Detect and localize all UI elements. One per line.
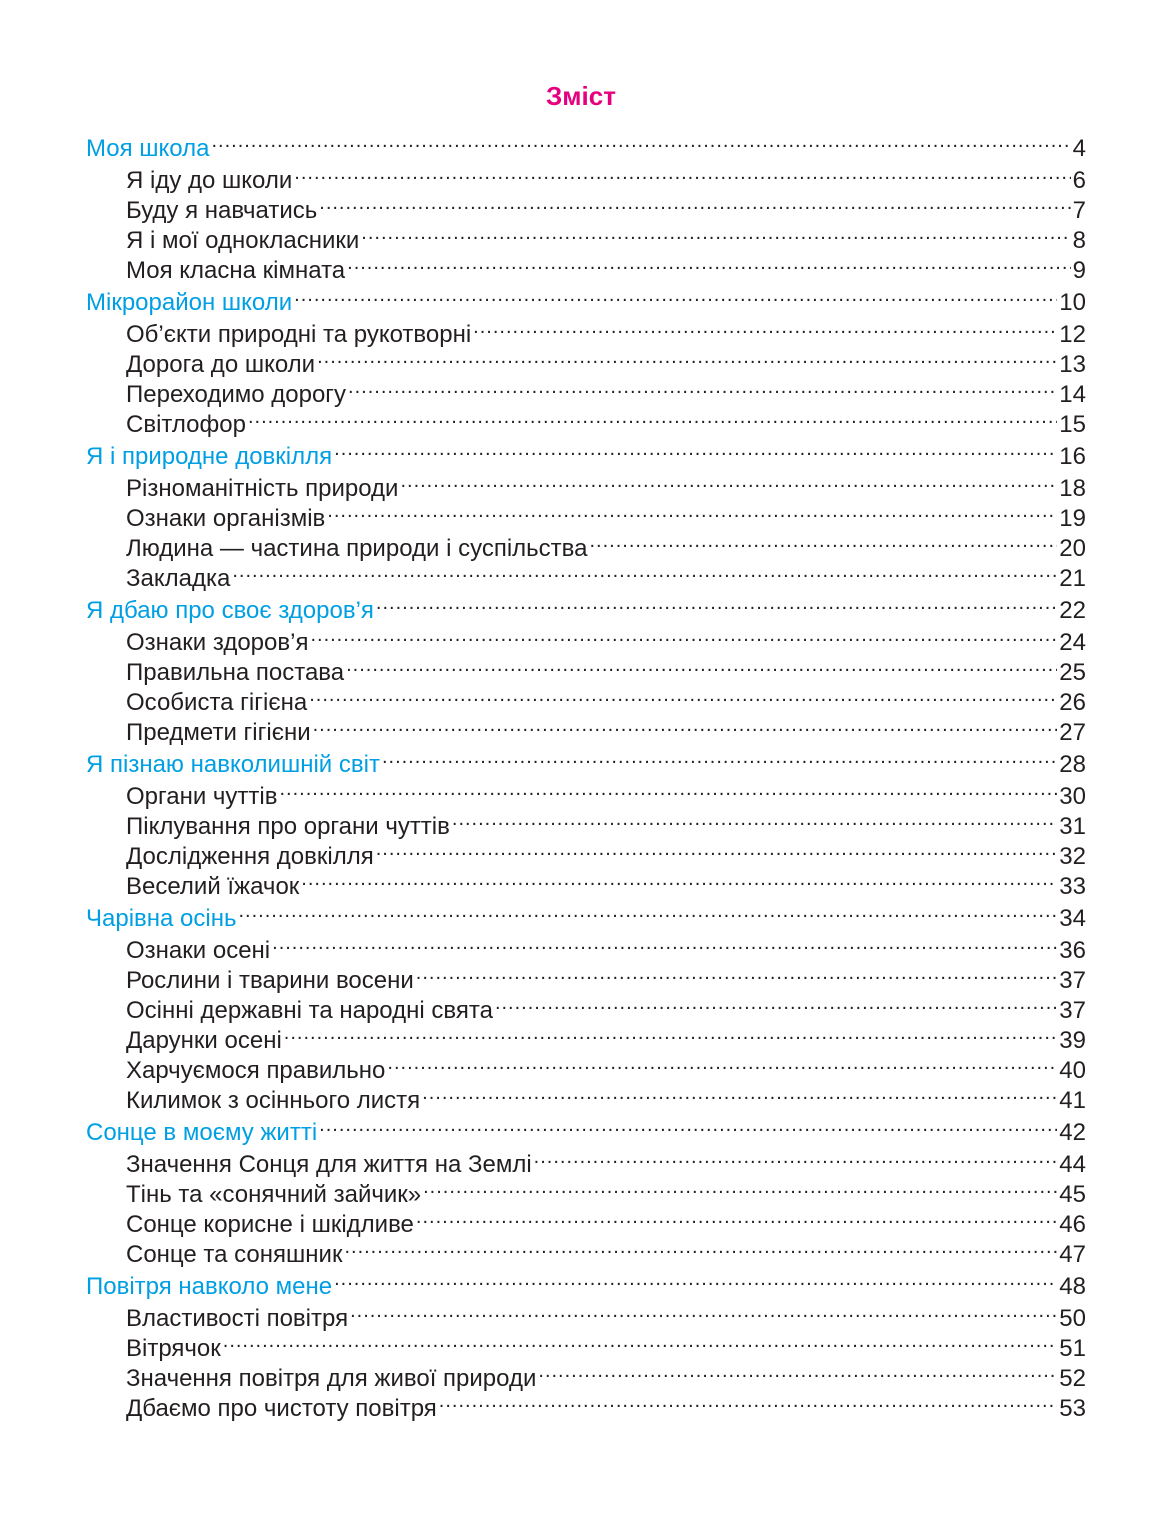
toc-page-number: 19 <box>1059 505 1086 532</box>
dot-leader <box>589 526 1057 556</box>
toc-page-number: 8 <box>1072 227 1086 254</box>
dot-leader <box>495 988 1057 1018</box>
toc-page-number: 36 <box>1059 937 1086 964</box>
toc-entry-label: Дослідження довкілля <box>126 843 374 870</box>
dot-leader <box>294 158 1070 188</box>
toc-entry-label: Дорога до школи <box>126 351 316 378</box>
toc-page-number: 16 <box>1059 443 1086 470</box>
dot-leader <box>416 958 1058 988</box>
toc-entry-label: Предмети гігієни <box>126 719 311 746</box>
toc-page-number: 6 <box>1072 167 1086 194</box>
dot-leader <box>310 620 1057 650</box>
toc-page-number: 31 <box>1059 813 1086 840</box>
toc-entry-label: Сонце в моєму житті <box>86 1119 318 1146</box>
toc-page-number: 53 <box>1059 1395 1086 1422</box>
toc-section <box>86 280 1086 438</box>
dot-leader <box>346 650 1057 680</box>
toc-page-number: 33 <box>1059 873 1086 900</box>
toc-entry-label: Харчуємося правильно <box>126 1057 386 1084</box>
toc-page-number: 48 <box>1059 1273 1086 1300</box>
toc-entry-label: Значення Сонця для життя на Землі <box>126 1151 532 1178</box>
toc-entry-label: Я іду до школи <box>126 167 293 194</box>
toc-section <box>86 126 1086 284</box>
toc-item[interactable] <box>86 158 1086 194</box>
toc-entry-label: Органи чуттів <box>126 783 278 810</box>
toc-entry-label: Веселий їжачок <box>126 873 300 900</box>
toc-page-number: 40 <box>1059 1057 1086 1084</box>
toc-section <box>86 742 1086 900</box>
toc-section <box>86 896 1086 1114</box>
dot-leader <box>313 710 1058 740</box>
toc-entry-label: Я і природне довкілля <box>86 443 333 470</box>
toc-item[interactable] <box>86 1356 1086 1392</box>
toc-page-number: 30 <box>1059 783 1086 810</box>
table-of-contents <box>86 124 1086 1422</box>
toc-entry-label: Чарівна осінь <box>86 905 237 932</box>
toc-page-number: 46 <box>1059 1211 1086 1238</box>
toc-page-number: 15 <box>1059 411 1086 438</box>
toc-entry-label: Мікрорайон школи <box>86 289 293 316</box>
toc-entry-label: Людина — частина природи і суспільства <box>126 535 588 562</box>
dot-leader <box>284 1018 1058 1048</box>
dot-leader <box>309 680 1057 710</box>
toc-item[interactable] <box>86 1326 1086 1362</box>
toc-entry-label: Килимок з осіннього листя <box>126 1087 421 1114</box>
dot-leader <box>334 434 1057 464</box>
toc-page-number: 10 <box>1059 289 1086 316</box>
toc-entry-label: Буду я навчатись <box>126 197 318 224</box>
toc-entry-label: Я пізнаю навколишній світ <box>86 751 380 778</box>
dot-leader <box>439 1386 1058 1416</box>
toc-page-number: 4 <box>1072 135 1086 162</box>
toc-page-number: 39 <box>1059 1027 1086 1054</box>
dot-leader <box>248 402 1057 432</box>
toc-entry-label: Повітря навколо мене <box>86 1273 333 1300</box>
toc-entry-label: Сонце корисне і шкідливе <box>126 1211 414 1238</box>
toc-page-number: 37 <box>1059 967 1086 994</box>
dot-leader <box>327 496 1057 526</box>
toc-page-number: 32 <box>1059 843 1086 870</box>
toc-page-number: 25 <box>1059 659 1086 686</box>
toc-page-number: 26 <box>1059 689 1086 716</box>
dot-leader <box>319 1110 1057 1140</box>
toc-page-number: 44 <box>1059 1151 1086 1178</box>
toc-item[interactable] <box>86 556 1086 592</box>
dot-leader <box>272 928 1057 958</box>
dot-leader <box>538 1356 1057 1386</box>
toc-page-number: 22 <box>1059 597 1086 624</box>
toc-entry-label: Властивості повітря <box>126 1305 349 1332</box>
toc-page-number: 45 <box>1059 1181 1086 1208</box>
toc-page-number: 51 <box>1059 1335 1086 1362</box>
toc-entry-label: Я і мої однокласники <box>126 227 360 254</box>
toc-page-number: 52 <box>1059 1365 1086 1392</box>
dot-leader <box>473 312 1057 342</box>
dot-leader <box>280 774 1058 804</box>
toc-section <box>86 1264 1086 1422</box>
toc-page-number: 50 <box>1059 1305 1086 1332</box>
toc-page-number: 37 <box>1059 997 1086 1024</box>
toc-entry-label: Об’єкти природні та рукотворні <box>126 321 472 348</box>
dot-leader <box>452 804 1057 834</box>
toc-section-heading[interactable] <box>86 588 1086 624</box>
dot-leader <box>211 126 1070 156</box>
toc-entry-label: Переходимо дорогу <box>126 381 347 408</box>
toc-page-number: 28 <box>1059 751 1086 778</box>
toc-page-number: 41 <box>1059 1087 1086 1114</box>
toc-page-number: 7 <box>1072 197 1086 224</box>
dot-leader <box>348 372 1057 402</box>
toc-entry-label: Особиста гігієна <box>126 689 308 716</box>
dot-leader <box>334 1264 1057 1294</box>
toc-page-number: 24 <box>1059 629 1086 656</box>
toc-page-number: 13 <box>1059 351 1086 378</box>
toc-section-heading[interactable] <box>86 126 1086 162</box>
toc-entry-label: Світлофор <box>126 411 246 438</box>
dot-leader <box>238 896 1057 926</box>
dot-leader <box>423 1172 1057 1202</box>
dot-leader <box>344 1232 1057 1262</box>
toc-page-number: 42 <box>1059 1119 1086 1146</box>
toc-entry-label: Сонце та соняшник <box>126 1241 343 1268</box>
toc-entry-label: Я дбаю про своє здоров’я <box>86 597 374 624</box>
dot-leader <box>301 864 1057 894</box>
toc-page-number: 12 <box>1059 321 1086 348</box>
toc-page-number: 18 <box>1059 475 1086 502</box>
dot-leader <box>317 342 1057 372</box>
toc-entry-label: Моя класна кімната <box>126 257 346 284</box>
dot-leader <box>350 1296 1057 1326</box>
toc-entry-label: Ознаки осені <box>126 937 271 964</box>
toc-entry-label: Дбаємо про чистоту повітря <box>126 1395 437 1422</box>
toc-entry-label: Ознаки організмів <box>126 505 326 532</box>
toc-page-number: 9 <box>1072 257 1086 284</box>
toc-entry-label: Піклування про органи чуттів <box>126 813 450 840</box>
toc-page-number: 14 <box>1059 381 1086 408</box>
dot-leader <box>232 556 1057 586</box>
toc-page-number: 21 <box>1059 565 1086 592</box>
toc-entry-label: Рослини і тварини восени <box>126 967 414 994</box>
toc-section <box>86 1110 1086 1268</box>
toc-entry-label: Вітрячок <box>126 1335 221 1362</box>
toc-entry-label: Значення повітря для живої природи <box>126 1365 537 1392</box>
toc-entry-label: Дарунки осені <box>126 1027 282 1054</box>
toc-entry-label: Тінь та «сонячний зайчик» <box>126 1181 422 1208</box>
dot-leader <box>382 742 1057 772</box>
toc-entry-label: Моя школа <box>86 135 210 162</box>
dot-leader <box>387 1048 1057 1078</box>
dot-leader <box>294 280 1057 310</box>
dot-leader <box>361 218 1070 248</box>
toc-entry-label: Осінні державні та народні свята <box>126 997 493 1024</box>
toc-page-number: 27 <box>1059 719 1086 746</box>
toc-entry-label: Правильна постава <box>126 659 345 686</box>
toc-entry-label: Ознаки здоров’я <box>126 629 309 656</box>
dot-leader <box>400 466 1057 496</box>
toc-page-number: 47 <box>1059 1241 1086 1268</box>
dot-leader <box>534 1142 1058 1172</box>
dot-leader <box>319 188 1070 218</box>
toc-entry-label: Різноманітність природи <box>126 475 399 502</box>
toc-page-number: 34 <box>1059 905 1086 932</box>
dot-leader <box>376 834 1058 864</box>
page-title: Зміст <box>546 81 616 111</box>
toc-entry-label: Закладка <box>126 565 231 592</box>
dot-leader <box>376 588 1057 618</box>
toc-section <box>86 588 1086 746</box>
dot-leader <box>422 1078 1057 1108</box>
dot-leader <box>223 1326 1058 1356</box>
toc-section <box>86 434 1086 592</box>
dot-leader <box>416 1202 1057 1232</box>
toc-page-number: 20 <box>1059 535 1086 562</box>
dot-leader <box>347 248 1071 278</box>
